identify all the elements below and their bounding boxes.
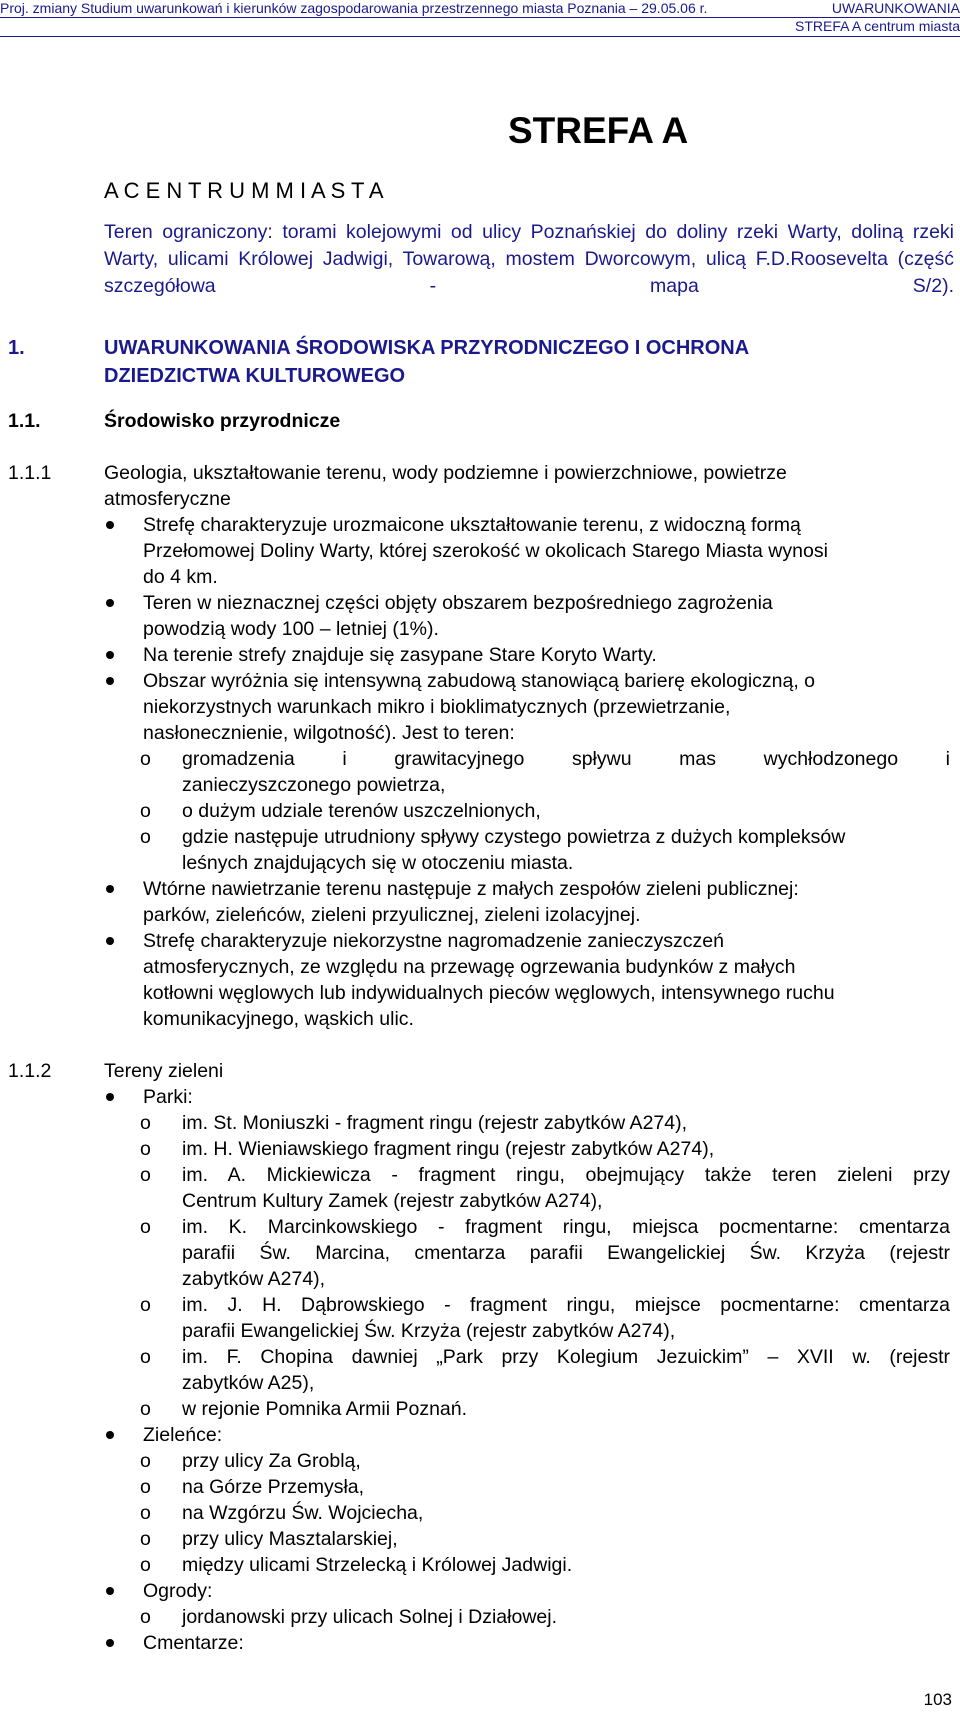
header-zone-label: STREFA A centrum miasta	[795, 18, 960, 34]
section-1-1-1-number: 1.1.1	[8, 462, 52, 484]
header-document-title: Proj. zmiany Studium uwarunkowań i kierunków zagospodarowania przestrzennego miasta Poznania – 29.05.06 r.	[0, 0, 708, 16]
section-1-1-number: 1.1.	[8, 410, 41, 432]
sub-bullet-text: Centrum Kultury Zamek (rejestr zabytków A274),	[182, 1190, 603, 1212]
section-1-1-1-title-line1: Geologia, ukształtowanie terenu, wody podziemne i powierzchniowe, powietrze	[104, 462, 787, 484]
bullet	[106, 1587, 114, 1595]
header-section-label: UWARUNKOWANIA	[831, 0, 960, 16]
bullet-text: Cmentarze:	[143, 1632, 244, 1654]
bullet-text: Obszar wyróżnia się intensywną zabudową stanowiącą barierę ekologiczną, o	[143, 670, 816, 692]
sub-bullet-marker: o	[140, 1138, 151, 1160]
sub-bullet-text: im. A. Mickiewicza - fragment ringu, obejmujący także teren zieleni przy	[182, 1164, 950, 1186]
bullet	[106, 599, 114, 607]
sub-bullet-marker: o	[140, 1502, 151, 1524]
sub-bullet-text: leśnych znajdujących się w otoczeniu miasta.	[182, 852, 574, 874]
sub-bullet-marker: o	[140, 1606, 151, 1628]
section-1-title-line1: UWARUNKOWANIA ŚRODOWISKA PRZYRODNICZEGO I OCHRONA	[104, 337, 750, 359]
section-1-title-line2: DZIEDZICTWA KULTUROWEGO	[104, 365, 406, 387]
bullet-text: Teren w nieznacznej części objęty obszarem bezpośredniego zagrożenia	[143, 592, 773, 614]
bullet-text: kotłowni węglowych lub indywidualnych pieców węglowych, intensywnego ruchu	[143, 982, 835, 1004]
bullet	[106, 521, 114, 529]
header-rule-bottom	[0, 36, 960, 37]
sub-bullet-marker: o	[140, 1112, 151, 1134]
section-1-number: 1.	[8, 337, 25, 359]
bullet-text: Zieleńce:	[143, 1424, 223, 1446]
bullet-text: Strefę charakteryzuje urozmaicone ukształtowanie terenu, z widoczną formą	[143, 514, 801, 536]
sub-bullet-text: przy ulicy Za Groblą,	[182, 1450, 361, 1472]
bullet-text: atmosferycznych, ze względu na przewagę ogrzewania budynków z małych	[143, 956, 796, 978]
sub-bullet-text: między ulicami Strzelecką i Królowej Jadwigi.	[182, 1554, 573, 1576]
intro-paragraph	[104, 219, 954, 297]
sub-bullet-text: na Górze Przemysła,	[182, 1476, 365, 1498]
bullet-text: Strefę charakteryzuje niekorzystne nagromadzenie zanieczyszczeń	[143, 930, 724, 952]
section-1-1-1-title-line2: atmosferyczne	[104, 488, 231, 510]
bullet-text: niekorzystnych warunkach mikro i bioklimatycznych (przewietrzanie,	[143, 696, 731, 718]
sub-bullet-text: gromadzenia i grawitacyjnego spływu mas wychłodzonego i	[182, 748, 950, 770]
sub-bullet-marker: o	[140, 748, 151, 770]
sub-bullet-text: parafii Ewangelickiej Św. Krzyża (rejestr zabytków A274),	[182, 1320, 676, 1342]
sub-bullet-marker: o	[140, 1346, 151, 1368]
sub-bullet-marker: o	[140, 1294, 151, 1316]
bullet	[106, 937, 114, 945]
sub-bullet-marker: o	[140, 826, 151, 848]
sub-bullet-marker: o	[140, 800, 151, 822]
sub-bullet-text: parafii Św. Marcina, cmentarza parafii Ewangelickiej Św. Krzyża (rejestr	[182, 1242, 950, 1264]
bullet	[106, 651, 114, 659]
bullet-text: Parki:	[143, 1086, 193, 1108]
bullet-text: komunikacyjnego, wąskich ulic.	[143, 1008, 414, 1030]
bullet-text: nasłonecznienie, wilgotność). Jest to teren:	[143, 722, 515, 744]
bullet-text: do 4 km.	[143, 566, 218, 588]
sub-bullet-text: gdzie następuje utrudniony spływy czystego powietrza z dużych kompleksów	[182, 826, 846, 848]
sub-bullet-text: przy ulicy Masztalarskiej,	[182, 1528, 398, 1550]
page-number: 103	[923, 1690, 952, 1709]
bullet-text: Na terenie strefy znajduje się zasypane Stare Koryto Warty.	[143, 644, 657, 666]
sub-bullet-text: zabytków A274),	[182, 1268, 326, 1290]
bullet-text: parków, zieleńców, zieleni przyulicznej, zieleni izolacyjnej.	[143, 904, 641, 926]
sub-bullet-text: im. F. Chopina dawniej „Park przy Kolegium Jezuickim” – XVII w. (rejestr	[182, 1346, 950, 1368]
sub-bullet-text: im. St. Moniuszki - fragment ringu (rejestr zabytków A274),	[182, 1112, 688, 1134]
sub-bullet-text: im. J. H. Dąbrowskiego - fragment ringu, miejsce pocmentarne: cmentarza	[182, 1294, 950, 1316]
sub-bullet-marker: o	[140, 1398, 151, 1420]
bullet-text: powodzią wody 100 – letniej (1%).	[143, 618, 439, 640]
intro-text: Teren ograniczony: torami kolejowymi od ulicy Poznańskiej do doliny rzeki Warty, doliną rzeki Warty, ulicami Królowej Jadwigi, Towarową, mostem Dworcowym, ulicą F.D.Roosevelta (część szczegółowa - mapa S/2).	[104, 221, 954, 297]
bullet-text: Wtórne nawietrzanie terenu następuje z małych zespołów zieleni publicznej:	[143, 878, 799, 900]
sub-bullet-text: o dużym udziale terenów uszczelnionych,	[182, 800, 541, 822]
sub-bullet-text: im. H. Wieniawskiego fragment ringu (rejestr zabytków A274),	[182, 1138, 715, 1160]
sub-bullet-text: zanieczyszczonego powietrza,	[182, 774, 446, 796]
bullet	[106, 1093, 114, 1101]
bullet-text: Przełomowej Doliny Warty, której szerokość w okolicach Starego Miasta wynosi	[143, 540, 828, 562]
sub-bullet-marker: o	[140, 1164, 151, 1186]
sub-bullet-marker: o	[140, 1554, 151, 1576]
page-title: STREFA A	[508, 110, 689, 151]
bullet	[106, 885, 114, 893]
sub-bullet-text: jordanowski przy ulicach Solnej i Działowej.	[182, 1606, 557, 1628]
sub-bullet-marker: o	[140, 1528, 151, 1550]
sub-bullet-text: na Wzgórzu Św. Wojciecha,	[182, 1502, 424, 1524]
sub-bullet-marker: o	[140, 1476, 151, 1498]
bullet-text: Ogrody:	[143, 1580, 213, 1602]
bullet	[106, 1431, 114, 1439]
sub-bullet-text: im. K. Marcinkowskiego - fragment ringu, miejsca pocmentarne: cmentarza	[182, 1216, 950, 1238]
zone-name: A C E N T R U M M I A S T A	[104, 178, 384, 203]
bullet	[106, 1639, 114, 1647]
sub-bullet-text: w rejonie Pomnika Armii Poznań.	[182, 1398, 468, 1420]
section-1-1-title: Środowisko przyrodnicze	[104, 410, 341, 432]
bullet	[106, 677, 114, 685]
section-1-1-2-number: 1.1.2	[8, 1060, 52, 1082]
sub-bullet-text: zabytków A25),	[182, 1372, 315, 1394]
sub-bullet-marker: o	[140, 1450, 151, 1472]
sub-bullet-marker: o	[140, 1216, 151, 1238]
section-1-1-2-title: Tereny zieleni	[104, 1060, 224, 1082]
